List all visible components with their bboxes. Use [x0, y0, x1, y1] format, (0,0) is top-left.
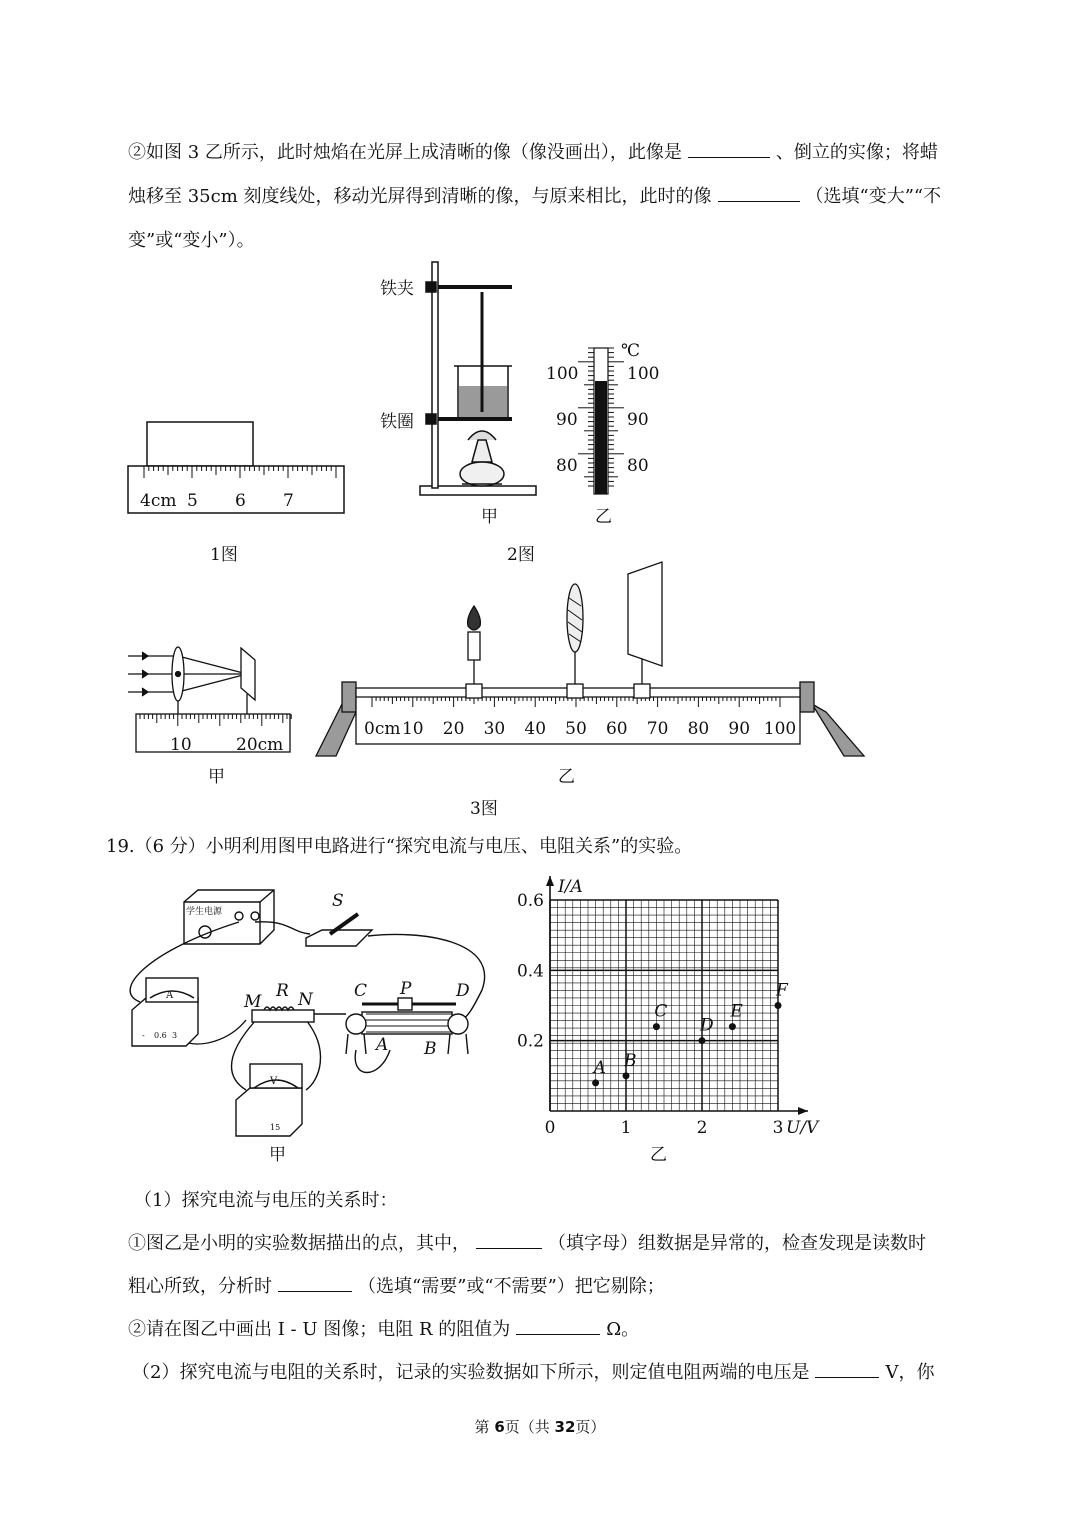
svg-text:90: 90 [556, 410, 578, 430]
data-point-A [592, 1079, 599, 1086]
svg-text:学生电源: 学生电源 [186, 907, 223, 917]
data-point-label: C [654, 1001, 668, 1022]
bench-tick-label: 70 [646, 719, 669, 739]
q18-text: （选填“变大”“不 [805, 186, 942, 207]
answer-blank[interactable] [815, 1359, 879, 1378]
part1-line-2: 粗心所致，分析时 （选填“需要”或“不需要”）把它剔除； [128, 1272, 665, 1298]
y-tick-label: 0.6 [516, 891, 544, 911]
y-axis-arrow [546, 876, 554, 886]
data-point-D [699, 1037, 706, 1044]
part2-line: （2）探究电流与电阻的关系时，记录的实验数据如下所示，则定值电阻两端的电压是 V，你 [132, 1358, 934, 1384]
bench-tick-label: 20 [442, 719, 465, 739]
svg-text:80: 80 [627, 456, 649, 476]
svg-text:100: 100 [627, 364, 660, 384]
fig1-caption: 1图 [210, 545, 238, 565]
bench-tick-label: 80 [687, 719, 710, 739]
svg-text:100: 100 [546, 364, 579, 384]
bench-tick-label: 50 [565, 719, 587, 739]
page-footer: 第 6页（共 32页） [474, 1418, 606, 1436]
svg-text:℃: ℃ [621, 341, 641, 361]
svg-text:C: C [354, 981, 368, 1001]
svg-text:铁夹: 铁夹 [380, 279, 414, 299]
part1-line-1: ①图乙是小明的实验数据描出的点，其中， （填字母）组数据是异常的，检查发现是读数时 [128, 1229, 926, 1255]
data-point-B [623, 1072, 630, 1079]
x-tick-label: 3 [772, 1118, 784, 1138]
svg-text:V: V [270, 1076, 278, 1087]
fig1-ruler [128, 422, 344, 565]
q18-text: 变”或“变小”）。 [128, 230, 255, 251]
svg-text:0.6: 0.6 [154, 1031, 167, 1040]
svg-text:80: 80 [556, 456, 578, 476]
answer-blank[interactable] [516, 1316, 600, 1335]
bench-tick-label: 100 [763, 719, 797, 739]
svg-text:甲: 甲 [269, 1145, 286, 1165]
svg-text:6: 6 [235, 491, 246, 511]
svg-text:P: P [400, 979, 412, 999]
svg-text:D: D [456, 981, 470, 1001]
x-axis-label: U/V [786, 1118, 819, 1138]
svg-text:甲: 甲 [481, 507, 498, 527]
y-tick-label: 0.2 [516, 1031, 544, 1052]
bench-tick-label: 30 [483, 719, 506, 739]
svg-text:10: 10 [170, 735, 192, 755]
answer-blank[interactable] [278, 1273, 352, 1292]
svg-text:3: 3 [172, 1031, 178, 1040]
svg-text:7: 7 [283, 491, 294, 511]
svg-text:A: A [166, 990, 174, 1001]
data-point-label: B [624, 1050, 637, 1071]
svg-text:S: S [332, 891, 344, 911]
fig2-apparatus [420, 262, 536, 495]
svg-text:N: N [298, 990, 313, 1010]
svg-text:4cm: 4cm [140, 491, 177, 511]
q18-text: 、倒立的实像；将蜡 [775, 142, 938, 163]
svg-text:乙: 乙 [595, 507, 612, 527]
svg-text:15: 15 [270, 1123, 281, 1132]
chart-caption: 乙 [650, 1145, 667, 1165]
svg-text:甲: 甲 [208, 767, 225, 787]
fig3-caption: 3图 [470, 799, 498, 819]
data-point-label: D [700, 1015, 714, 1036]
x-tick-label: 0 [544, 1118, 556, 1138]
svg-text:铁圈: 铁圈 [380, 412, 414, 432]
part1-head: （1）探究电流与电压的关系时： [134, 1190, 398, 1211]
bench-tick-label: 60 [605, 719, 628, 739]
answer-blank[interactable] [476, 1230, 542, 1249]
fig2-thermometer [546, 341, 659, 527]
svg-text:M: M [244, 992, 262, 1012]
svg-text:A: A [376, 1035, 389, 1055]
svg-text:-: - [142, 1031, 145, 1040]
svg-text:乙: 乙 [558, 767, 575, 787]
data-point-label: F [776, 980, 788, 1001]
y-tick-label: 0.4 [516, 961, 544, 982]
data-point-label: A [593, 1057, 606, 1078]
q19-stem: 19.（6 分）小明利用图甲电路进行“探究电流与电压、电阻关系”的实验。 [106, 836, 693, 857]
data-point-C [653, 1023, 660, 1030]
x-tick-label: 1 [620, 1118, 632, 1138]
circuit-diagram [130, 890, 484, 1136]
y-axis-label: I/A [558, 877, 583, 897]
fig2-caption: 2图 [507, 545, 535, 565]
data-point-label: E [730, 1001, 743, 1022]
svg-text:20cm: 20cm [236, 735, 284, 755]
iu-chart [517, 876, 820, 1165]
x-tick-label: 2 [696, 1118, 708, 1138]
svg-text:90: 90 [627, 410, 649, 430]
x-axis-arrow [798, 1107, 808, 1115]
data-point-F [775, 1002, 782, 1009]
q18-text: 烛移至 35cm 刻度线处，移动光屏得到清晰的像，与原来相比，此时的像 [128, 186, 712, 207]
bench-tick-label: 90 [728, 719, 751, 739]
bench-tick-label: 10 [401, 719, 424, 739]
bench-tick-label: 40 [524, 719, 547, 739]
data-point-E [729, 1023, 736, 1030]
part1-line-3: ②请在图乙中画出 I - U 图像；电阻 R 的阻值为 Ω。 [128, 1315, 639, 1341]
q18-text: ②如图 3 乙所示，此时烛焰在光屏上成清晰的像（像没画出），此像是 [128, 142, 682, 163]
svg-text:R: R [276, 981, 289, 1001]
bench-tick-label: 0cm [364, 719, 401, 739]
svg-text:5: 5 [187, 491, 198, 511]
svg-text:B: B [424, 1039, 437, 1059]
